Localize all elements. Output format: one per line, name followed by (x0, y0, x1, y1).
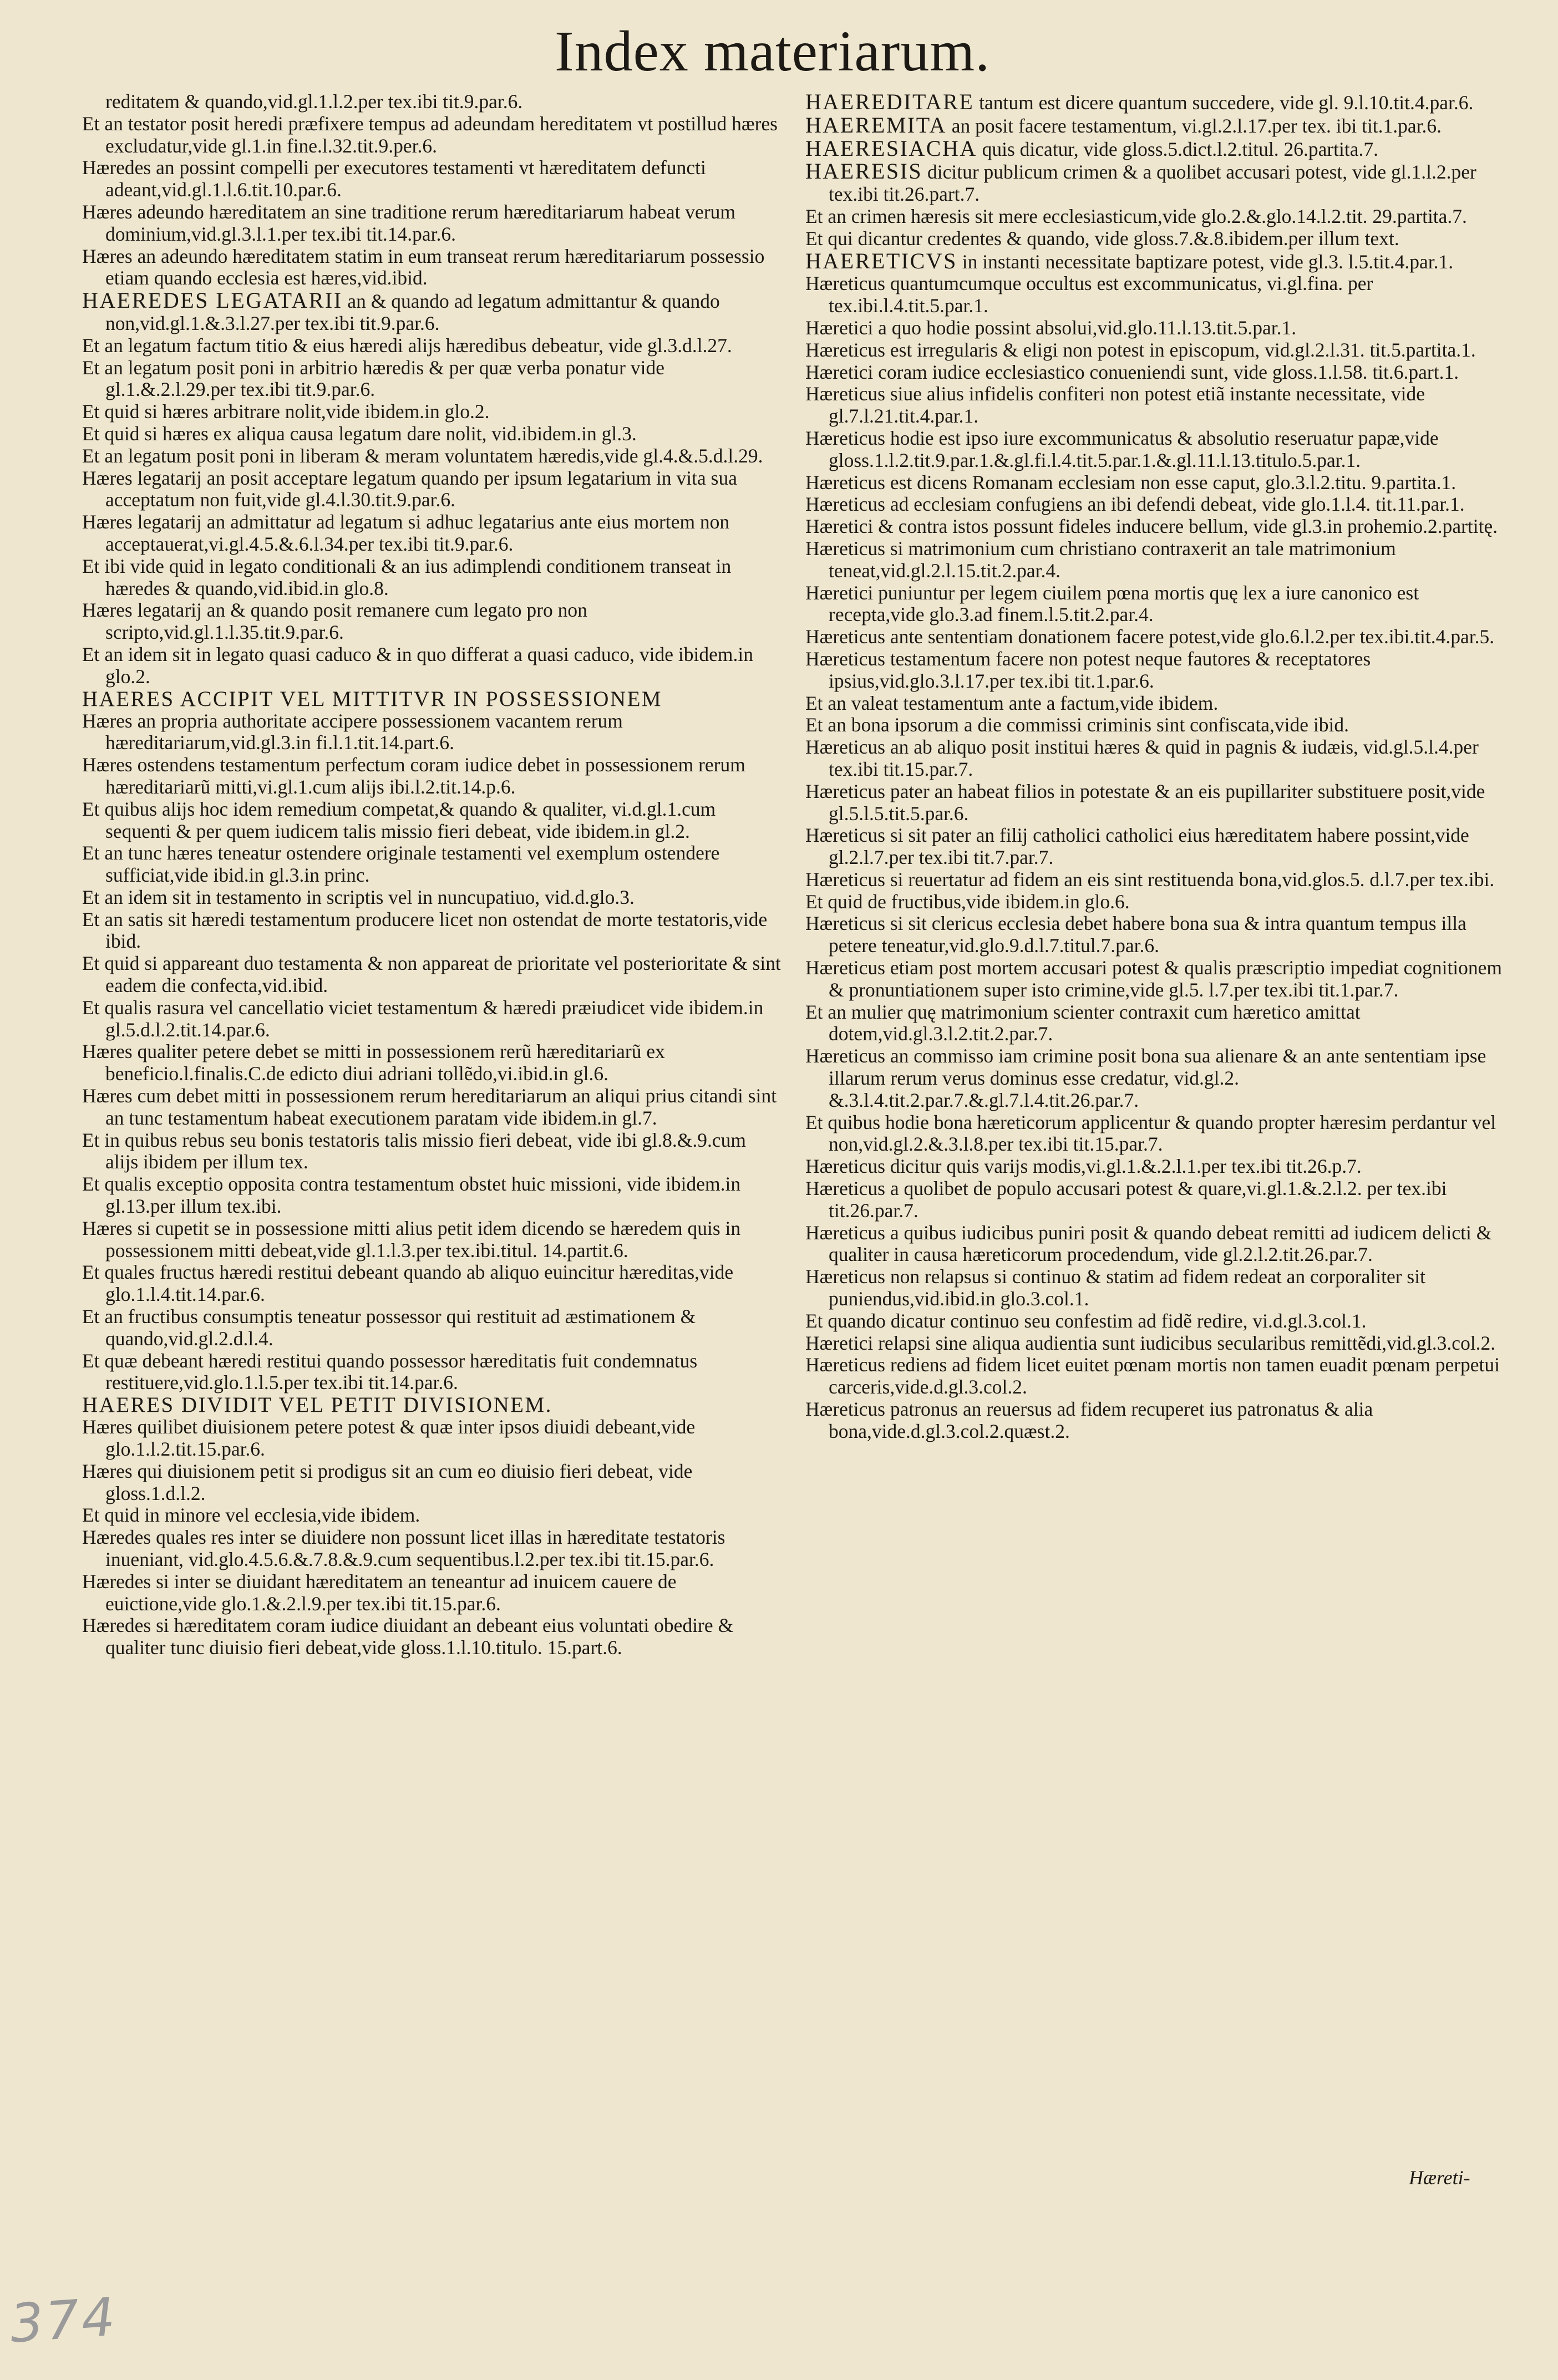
index-lemma-entry (805, 91, 1504, 114)
index-entry: Et an mulier quę matrimonium scienter contraxit cum hæretico amittat dotem,vid.gl.3.l.2.tit.2.par.7. (805, 1000, 1361, 1045)
index-entry-text: in instanti necessitate baptizare potest, vide gl.3. l.5.tit.4.par.1. (957, 250, 1454, 273)
index-entry: Hæreticus patronus an reuersus ad fidem recuperet ius patronatus & alia bona,vide.d.gl.3.col.2.quæst.2. (805, 1398, 1373, 1442)
index-entry: Hæreticus quantumcumque occultus est excommunicatus, vi.gl.fina. per tex.ibi.l.4.tit.5.par.1. (805, 272, 1373, 317)
index-entry: Et qualis rasura vel cancellatio viciet testamentum & hæredi præiudicet vide ibidem.in gl.5.d.l.2.tit.14.par.6. (82, 996, 764, 1041)
index-entry-text: quis dicatur, vide gloss.5.dict.l.2.titul. 26.partita.7. (977, 138, 1379, 160)
index-entry: Hæreticus ante sententiam donationem facere potest,vide glo.6.l.2.per tex.ibi.tit.4.par.5. (805, 625, 1495, 648)
index-entry: Hæreticus si reuertatur ad fidem an eis sint restituenda bona,vid.glos.5. d.l.7.per tex.ibi. (805, 868, 1495, 891)
index-entry: Hæres ostendens testamentum perfectum coram iudice debet in possessionem rerum hæreditariarũ mitti,vi.gl.1.cum alijs ibi.l.2.tit.14.p.6. (82, 754, 745, 798)
index-entry: Et quid si hæres arbitrare nolit,vide ibidem.in glo.2. (82, 400, 490, 423)
index-entry: Et qualis exceptio opposita contra testamentum obstet huic missioni, vide ibidem.in gl.13.per illum tex.ibi. (82, 1173, 741, 1218)
index-entry: Hæretici coram iudice ecclesiastico conueniendi sunt, vide gloss.1.l.58. tit.6.part.1. (805, 360, 1459, 383)
index-entry: Hæres legatarij an posit acceptare legatum quando per ipsum legatarium in vita sua acceptatum non fuit,vide gl.4.l.30.tit.9.par.6. (82, 466, 737, 511)
index-entry: Hæres an adeundo hæreditatem statim in eum transeat rerum hæreditariarum possessio etiam quando ecclesia est hæres,vid.ibid. (82, 245, 765, 289)
index-entry: Hæreticus a quolibet de populo accusari potest & quare,vi.gl.1.&.2.l.2. per tex.ibi tit.26.par.7. (805, 1177, 1447, 1222)
index-entry: Hæreticus siue alius infidelis confiteri non potest etiã instante necessitate, vide gl.7.l.21.tit.4.par.1. (805, 383, 1425, 428)
index-entry: Hæres quilibet diuisionem petere potest & quæ inter ipsos diuidi debeant,vide glo.1.l.2.tit.15.par.6. (82, 1416, 696, 1461)
index-lemma-entry (805, 135, 1504, 161)
index-entry: Et quibus hodie bona hæreticorum applicentur & quando propter hæresim perdantur vel non,vid.gl.2.&.3.l.8.per tex.ibi tit.15.par.7. (805, 1111, 1496, 1156)
index-entry: Hæres qualiter petere debet se mitti in possessionem rerũ hæreditariarũ ex beneficio.l.finalis.C.de edicto diui adriani tollẽdo,vi.ibid.in gl.6. (82, 1040, 665, 1085)
index-entry: Et quando dicatur continuo seu confestim ad fidẽ redire, vi.d.gl.3.col.1. (805, 1309, 1367, 1332)
index-entry: Et in quibus rebus seu bonis testatoris talis missio fieri debeat, vide ibi gl.8.&.9.cum alijs ibidem per illum tex. (82, 1128, 746, 1173)
index-entry: Hæres legatarij an admittatur ad legatum si adhuc legatarius ante eius mortem non acceptauerat,vi.gl.4.5.&.6.l.34.per tex.ibi tit.9.par.6. (82, 511, 730, 555)
index-entry: Hæretici puniuntur per legem ciuilem pœna mortis quę lex a iure canonico est recepta,vide glo.3.ad finem.l.5.tit.2.par.4. (805, 581, 1419, 626)
index-entry-text: dicitur publicum crimen & a quolibet accusari potest, vide gl.1.l.2.per tex.ibi tit.26.part.7. (829, 161, 1476, 206)
index-entry: Hæreticus si matrimonium cum christiano contraxerit an tale matrimonium teneat,vid.gl.2.l.15.tit.2.par.4. (805, 537, 1396, 582)
index-entry: Et quibus alijs hoc idem remedium competat,& quando & qualiter, vi.d.gl.1.cum sequenti & per quem iudicem talis missio fieri debeat, vide ibidem.in gl.2. (82, 797, 716, 842)
index-entry: Hæres legatarij an & quando posit remanere cum legato pro non scripto,vid.gl.1.l.35.tit.9.par.6. (82, 599, 587, 644)
index-lemma: HAEREDES LEGATARII (82, 288, 343, 313)
index-entry: Hæreticus si sit clericus ecclesia debet habere bona sua & intra quantum tempus illa petere teneatur,vid.glo.9.d.l.7.titul.7.par.6. (805, 912, 1466, 957)
page-title: Index materiarum. (555, 19, 991, 83)
index-entry: Hæredes si hæreditatem coram iudice diuidant an debeant eius voluntati obedire & qualiter tunc diuisio fieri debeat,vide gloss.1.l.10.titulo. 15.part.6. (82, 1614, 734, 1659)
index-entry: Et an fructibus consumptis teneatur possessor qui restituit ad æstimationem & quando,vid.gl.2.d.l.4. (82, 1305, 696, 1350)
index-entry: Et ibi vide quid in legato conditionali & an ius adimplendi conditionem transeat in hæredes & quando,vid.ibid.in glo.8. (82, 555, 732, 599)
index-entry: Et an legatum posit poni in liberam & meram voluntatem hæredis,vide gl.4.&.5.d.l.29. (82, 444, 763, 467)
index-entry-text: an posit facere testamentum, vi.gl.2.l.17.per tex. ibi tit.1.par.6. (946, 114, 1442, 137)
index-entry: Et quæ debeant hæredi restitui quando possessor hæreditatis fuit condemnatus restituere,vid.glo.1.l.5.per tex.ibi tit.14.par.6. (82, 1349, 698, 1394)
index-entry: Hæreticus a quibus iudicibus puniri posit & quando debeat remitti ad iudicem delicti & qualiter in causa hæreticorum procedendum, vide gl.2.l.2.tit.26.par.7. (805, 1221, 1492, 1266)
index-entry: Hæretici & contra istos possunt fideles inducere bellum, vide gl.3.in prohemio.2.partitę. (805, 515, 1498, 538)
index-entry: Et quid si appareant duo testamenta & non appareat de prioritate vel posterioritate & sint eadem die confecta,vid.ibid. (82, 952, 781, 997)
index-entry: Hæreticus an ab aliquo posit institui hæres & quid in pagnis & iudæis, vid.gl.5.l.4.per tex.ibi tit.15.par.7. (805, 736, 1479, 780)
index-entry: Hæreticus est dicens Romanam ecclesiam non esse caput, glo.3.l.2.titu. 9.partita.1. (805, 471, 1456, 494)
index-entry: Et an crimen hæresis sit mere ecclesiasticum,vide glo.2.&.glo.14.l.2.tit. 29.partita.7. (805, 205, 1467, 227)
index-entry: Et an tunc hæres teneatur ostendere originale testamenti vel exemplum ostendere sufficiat,vide ibid.in gl.3.in princ. (82, 842, 720, 887)
index-entry: Hæreticus rediens ad fidem licet euitet pœnam mortis non tamen euadit pœnam perpetui carceris,vide.d.gl.3.col.2. (805, 1354, 1500, 1398)
index-entry: Hæredes an possint compelli per executores testamenti vt hæreditatem defuncti adeant,vid.gl.1.l.6.tit.10.par.6. (82, 156, 706, 201)
index-entry: Hæres adeundo hæreditatem an sine traditione rerum hæreditariarum habeat verum dominium,vid.gl.3.l.1.per tex.ibi tit.14.par.6. (82, 200, 736, 245)
index-entry: Hæreticus etiam post mortem accusari potest & qualis præscriptio impediat cognitionem & pronuntiationem super isto crimine,vide gl.5. l.7.per tex.ibi tit.1.par.7. (805, 957, 1503, 1001)
index-section-heading: HAERES ACCIPIT VEL MITTITVR IN POSSESSIONEM (82, 686, 663, 711)
index-entry: Et an valeat testamentum ante a factum,vide ibidem. (805, 691, 1219, 714)
index-entry: Et quid in minore vel ecclesia,vide ibidem. (82, 1504, 420, 1527)
index-entry: Hæres cum debet mitti in possessionem rerum hereditariarum an aliqui prius citandi sint an tunc testamentum habeat executionem paratam vide ibidem.in gl.7. (82, 1085, 777, 1129)
index-entry: Et qui dicantur credentes & quando, vide gloss.7.&.8.ibidem.per illum text. (805, 227, 1399, 250)
index-entry-continuation: reditatem & quando,vid.gl.1.l.2.per tex.ibi tit.9.par.6. (105, 90, 523, 113)
index-entry-text: tantum est dicere quantum succedere, vide gl. 9.l.10.tit.4.par.6. (974, 91, 1474, 114)
index-entry: Hæretici relapsi sine aliqua audientia sunt iudicibus secularibus remittẽdi,vid.gl.3.col.2. (805, 1331, 1496, 1354)
index-entry: Hæredes quales res inter se diuidere non possunt licet illas in hæreditate testatoris inueniant, vid.glo.4.5.6.&.7.8.&.9.cum sequentibus.l.2.per tex.ibi tit.15.par.6. (82, 1526, 725, 1570)
index-entry: Hæres qui diuisionem petit si prodigus sit an cum eo diuisio fieri debeat, vide gloss.1.d.l.2. (82, 1459, 693, 1504)
index-lemma-entry (805, 114, 1504, 138)
index-lemma: HAEREMITA (805, 112, 947, 138)
index-entry: Hæreticus an commisso iam crimine posit bona sua alienare & an ante sententiam ipse illarum rerum verus dominus esse credatur, vid.gl.2. &.3.l.4.tit.2.par.7.&.gl.7.l.4.tit.26.par.7. (805, 1045, 1486, 1111)
index-lemma-entry (805, 160, 1504, 206)
index-entry: Hæreticus pater an habeat filios in potestate & an eis pupillariter substituere posit,vide gl.5.l.5.tit.5.par.6. (805, 780, 1485, 825)
index-entry: Et an idem sit in testamento in scriptis vel in nuncupatiuo, vid.d.glo.3. (82, 886, 635, 908)
index-entry: Et an legatum factum titio & eius hæredi alijs hæredibus debeatur, vide gl.3.d.l.27. (82, 334, 732, 357)
index-entry: Et an bona ipsorum a die commissi criminis sint confiscata,vide ibid. (805, 714, 1349, 736)
index-lemma: HAERESIACHA (805, 135, 977, 161)
index-entry: Hæredes si inter se diuidant hæreditatem an teneantur ad inuicem cauere de euictione,vide glo.1.&.2.l.9.per tex.ibi tit.15.par.6. (82, 1570, 677, 1615)
index-entry: Hæres an propria authoritate accipere possessionem vacantem rerum hæreditariarum,vid.gl.3.in fi.l.1.tit.14.part.6. (82, 709, 623, 754)
index-entry: Et an testator posit heredi præfixere tempus ad adeundam hereditatem vt postillud hæres excludatur,vide gl.1.in fine.l.32.tit.9.per.6. (82, 112, 778, 157)
index-entry: Hæreticus testamentum facere non potest neque fautores & receptatores ipsius,vid.glo.3.l.17.per tex.ibi tit.1.par.6. (805, 647, 1371, 692)
index-entry: Hæreticus dicitur quis varijs modis,vi.gl.1.&.2.l.1.per tex.ibi tit.26.p.7. (805, 1155, 1362, 1178)
index-entry: Et quales fructus hæredi restitui debeant quando ab aliquo euincitur hæreditas,vide glo.1.l.4.tit.14.par.6. (82, 1261, 734, 1306)
index-entry: Hæres si cupetit se in possessione mitti alius petit idem dicendo se hæredem quis in possessionem mitti debeat,vide gl.1.l.3.per tex.ibi.titul. 14.partit.6. (82, 1217, 741, 1262)
index-column-left (82, 91, 784, 1659)
index-entry: Hæreticus si sit pater an filij catholici catholici eius hæreditatem habere possint,vide gl.2.l.7.per tex.ibi tit.7.par.7. (805, 824, 1469, 869)
index-entry: Et quid de fructibus,vide ibidem.in glo.6. (805, 890, 1130, 913)
index-entry: Hæreticus hodie est ipso iure excommunicatus & absolutio reseruatur papæ,vide gloss.1.l.2.tit.9.par.1.&.gl.fi.l.4.tit.5.par.1.&.gl.11.l.13.titulo.5.par.1. (805, 426, 1439, 471)
index-entry: Hæretici a quo hodie possint absolui,vid.glo.11.l.13.tit.5.par.1. (805, 316, 1297, 339)
index-lemma: HAERESIS (805, 159, 923, 184)
index-entry: Et an legatum posit poni in arbitrio hæredis & per quæ verba ponatur vide gl.1.&.2.l.29.per tex.ibi tit.9.par.6. (82, 356, 664, 401)
index-entry: Hæreticus non relapsus si continuo & statim ad fidem redeat an corporaliter sit puniendus,vid.ibid.in glo.3.col.1. (805, 1265, 1425, 1310)
index-entry: Et an satis sit hæredi testamentum producere licet non ostendat de morte testatoris,vide ibid. (82, 908, 768, 953)
index-lemma: HAEREDITARE (805, 89, 975, 114)
index-entry: Et an idem sit in legato quasi caduco & in quo differat a quasi caduco, vide ibidem.in glo.2. (82, 643, 753, 688)
index-entry-text: an & quando ad legatum admittantur & quando non,vid.gl.1.&.3.l.27.per tex.ibi tit.9.par.6. (105, 290, 720, 334)
index-entry: Hæreticus est irregularis & eligi non potest in episcopum, vid.gl.2.l.31. tit.5.partita.1. (805, 338, 1476, 361)
index-entry: Hæreticus ad ecclesiam confugiens an ibi defendi debeat, vide glo.1.l.4. tit.11.par.1. (805, 493, 1465, 516)
index-lemma-entry (82, 289, 784, 335)
index-column-right (805, 91, 1504, 1443)
index-lemma: HAERETICVS (805, 248, 957, 273)
index-section-heading: HAERES DIVIDIT VEL PETIT DIVISIONEM. (82, 1393, 552, 1417)
index-entry: Et quid si hæres ex aliqua causa legatum dare nolit, vid.ibidem.in gl.3. (82, 422, 637, 445)
index-lemma-entry (805, 250, 1504, 273)
catchword: Hæreti- (1409, 2167, 1470, 2189)
handwritten-folio-number: 374 (8, 2286, 119, 2355)
